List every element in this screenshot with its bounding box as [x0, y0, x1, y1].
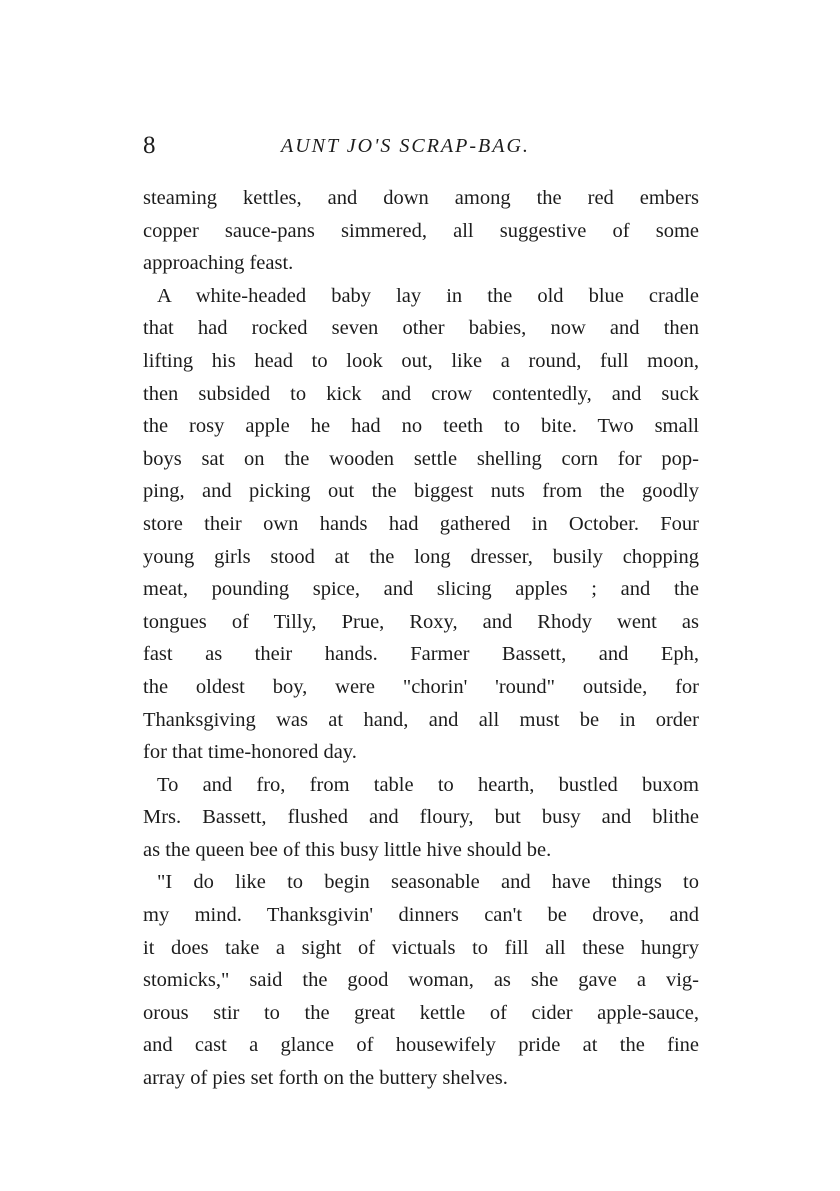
text-line: ping, and picking out the biggest nuts from the goodly — [143, 480, 699, 503]
text-line: boys sat on the wooden settle shelling corn for pop- — [143, 447, 699, 470]
text-line: steaming kettles, and down among the red embers — [143, 187, 699, 209]
text-line: fast as their hands. Farmer Bassett, and Eph, — [143, 643, 699, 666]
text-line: and cast a glance of housewifely pride at the fine — [143, 1034, 699, 1057]
running-title: AUNT JO'S SCRAP-BAG. — [281, 135, 530, 157]
text-line: for that time-honored day. — [143, 741, 357, 764]
text-line: Thanksgiving was at hand, and all must be in order — [143, 708, 699, 731]
text-line: To and fro, from table to hearth, bustled buxom — [157, 773, 699, 796]
text-line: Mrs. Bassett, flushed and floury, but busy and blithe — [143, 806, 699, 829]
text-line: stomicks," said the good woman, as she gave a vig- — [143, 969, 699, 992]
text-line: it does take a sight of victuals to fill all these hungry — [143, 936, 699, 959]
text-line: then subsided to kick and crow contentedly, and suck — [143, 382, 699, 405]
text-line: "I do like to begin seasonable and have things to — [157, 871, 699, 894]
text-line: orous stir to the great kettle of cider apple-sauce, — [143, 1001, 699, 1024]
body-text — [143, 182, 699, 1095]
text-line: meat, pounding spice, and slicing apples ; and the — [143, 578, 699, 601]
text-line: tongues of Tilly, Prue, Roxy, and Rhody went as — [143, 610, 699, 633]
text-line: my mind. Thanksgivin' dinners can't be drove, and — [143, 904, 699, 927]
text-line: lifting his head to look out, like a round, full moon, — [143, 349, 699, 372]
page-number: 8 — [143, 132, 156, 159]
text-line: copper sauce-pans simmered, all suggestive of some — [143, 219, 699, 242]
text-line: A white-headed baby lay in the old blue cradle — [157, 284, 699, 307]
text-line: approaching feast. — [143, 252, 294, 275]
text-line: as the queen bee of this busy little hive should be. — [143, 838, 552, 861]
text-line: the oldest boy, were "chorin' 'round" outside, for — [143, 675, 699, 698]
text-line: array of pies set forth on the buttery shelves. — [143, 1067, 508, 1090]
text-line: that had rocked seven other babies, now and then — [143, 317, 699, 340]
page-header — [143, 128, 703, 164]
text-line: the rosy apple he had no teeth to bite. Two small — [143, 415, 699, 438]
text-line: store their own hands had gathered in October. Four — [143, 512, 699, 535]
text-line: young girls stood at the long dresser, busily chopping — [143, 545, 699, 568]
